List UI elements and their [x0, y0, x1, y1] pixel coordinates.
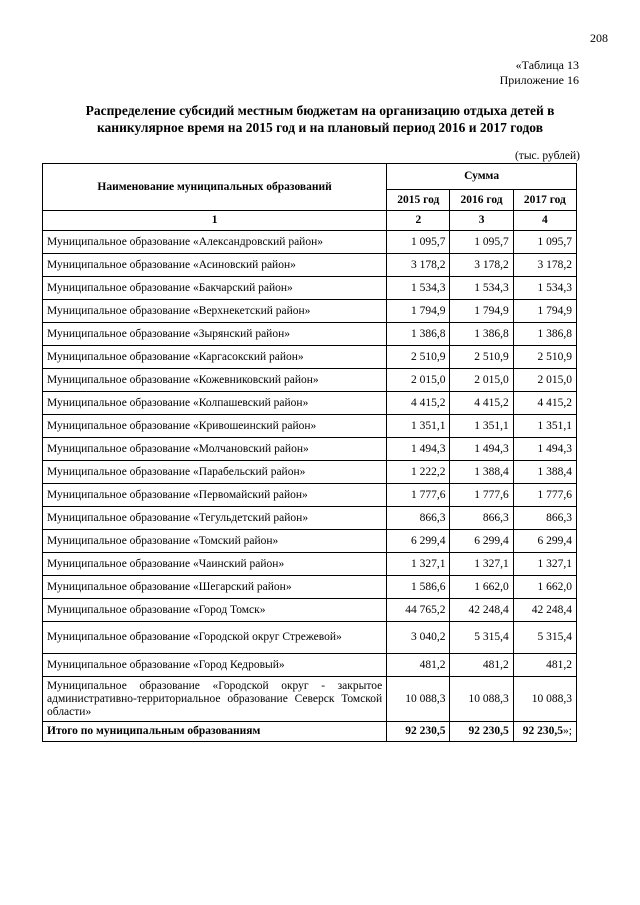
row-value-2015: 1 351,1: [387, 415, 450, 438]
table-row: [43, 346, 577, 369]
row-name: Муниципальное образование «Молчановский район»: [43, 438, 387, 461]
total-value-2015: 92 230,5: [387, 722, 450, 742]
row-value-2016: 2 015,0: [450, 369, 513, 392]
row-value-2017: 4 415,2: [513, 392, 576, 415]
annex-block: [500, 58, 579, 88]
row-value-2017: 1 494,3: [513, 438, 576, 461]
table-row: [43, 254, 577, 277]
table-row: [43, 323, 577, 346]
row-value-2015: 1 095,7: [387, 231, 450, 254]
row-value-2017: 10 088,3: [513, 677, 576, 722]
row-value-2015: 3 040,2: [387, 622, 450, 654]
unit-label: (тыс. рублей): [514, 150, 580, 162]
column-numbers-row: [43, 211, 577, 231]
row-value-2017: 5 315,4: [513, 622, 576, 654]
row-value-2017: 2 510,9: [513, 346, 576, 369]
row-value-2016: 5 315,4: [450, 622, 513, 654]
table-row: [43, 622, 577, 654]
row-value-2016: 866,3: [450, 507, 513, 530]
appendix-number: Приложение 16: [499, 73, 579, 87]
row-value-2015: 3 178,2: [387, 254, 450, 277]
row-value-2016: 1 388,4: [450, 461, 513, 484]
row-value-2015: 1 534,3: [387, 277, 450, 300]
table-row: [43, 415, 577, 438]
row-value-2017: 1 386,8: [513, 323, 576, 346]
table-row: [43, 277, 577, 300]
row-name: Муниципальное образование «Колпашевский район»: [43, 392, 387, 415]
total-value-2017: 92 230,5: [522, 725, 564, 737]
row-value-2016: 4 415,2: [450, 392, 513, 415]
header-year-2017: 2017 год: [513, 190, 576, 211]
page-number: 208: [590, 31, 608, 45]
table-row: [43, 369, 577, 392]
row-value-2017: 42 248,4: [513, 599, 576, 622]
row-value-2015: 1 386,8: [387, 323, 450, 346]
row-value-2016: 1 351,1: [450, 415, 513, 438]
row-name: Муниципальное образование «Первомайский район»: [43, 484, 387, 507]
row-value-2016: 481,2: [450, 654, 513, 677]
row-name: Муниципальное образование «Городской округ - закрытое административно-территориальное образование Северск Томской области»: [43, 677, 387, 722]
table-row: [43, 438, 577, 461]
row-name: Муниципальное образование «Город Кедровый»: [43, 654, 387, 677]
row-value-2017: 1 327,1: [513, 553, 576, 576]
row-name: Муниципальное образование «Зырянский район»: [43, 323, 387, 346]
table-row: [43, 530, 577, 553]
table-row: [43, 461, 577, 484]
row-value-2016: 1 662,0: [450, 576, 513, 599]
row-value-2015: 4 415,2: [387, 392, 450, 415]
closing-quote: »;: [563, 725, 572, 737]
row-value-2015: 866,3: [387, 507, 450, 530]
table-row: [43, 231, 577, 254]
row-name: Муниципальное образование «Кожевниковский район»: [43, 369, 387, 392]
row-value-2016: 1 327,1: [450, 553, 513, 576]
table-row: [43, 553, 577, 576]
row-value-2016: 10 088,3: [450, 677, 513, 722]
total-label: Итого по муниципальным образованиям: [43, 722, 387, 742]
document-title: [42, 102, 598, 136]
header-name: Наименование муниципальных образований: [43, 164, 387, 211]
row-value-2016: 2 510,9: [450, 346, 513, 369]
row-value-2016: 1 777,6: [450, 484, 513, 507]
row-name: Муниципальное образование «Кривошеинский район»: [43, 415, 387, 438]
row-name: Муниципальное образование «Бакчарский район»: [43, 277, 387, 300]
table-row: [43, 599, 577, 622]
row-name: Муниципальное образование «Верхнекетский район»: [43, 300, 387, 323]
total-value-2016: 92 230,5: [450, 722, 513, 742]
row-value-2015: 6 299,4: [387, 530, 450, 553]
row-name: Муниципальное образование «Асиновский район»: [43, 254, 387, 277]
row-name: Муниципальное образование «Город Томск»: [43, 599, 387, 622]
row-value-2017: 1 662,0: [513, 576, 576, 599]
row-value-2017: 1 534,3: [513, 277, 576, 300]
row-value-2017: 1 388,4: [513, 461, 576, 484]
column-number-3: 3: [450, 211, 513, 231]
column-number-4: 4: [513, 211, 576, 231]
row-value-2017: 1 794,9: [513, 300, 576, 323]
row-value-2017: 3 178,2: [513, 254, 576, 277]
row-value-2016: 1 534,3: [450, 277, 513, 300]
row-name: Муниципальное образование «Томский район»: [43, 530, 387, 553]
row-value-2015: 1 327,1: [387, 553, 450, 576]
row-value-2017: 1 777,6: [513, 484, 576, 507]
row-name: Муниципальное образование «Парабельский район»: [43, 461, 387, 484]
row-value-2015: 1 222,2: [387, 461, 450, 484]
row-name: Муниципальное образование «Каргасокский район»: [43, 346, 387, 369]
row-value-2016: 1 494,3: [450, 438, 513, 461]
column-number-1: 1: [43, 211, 387, 231]
header-year-2015: 2015 год: [387, 190, 450, 211]
row-value-2015: 1 586,6: [387, 576, 450, 599]
table-row: [43, 507, 577, 530]
row-name: Муниципальное образование «Чаинский район»: [43, 553, 387, 576]
header-row: [43, 164, 577, 190]
total-value-2017-cell: [513, 722, 576, 742]
row-value-2017: 1 351,1: [513, 415, 576, 438]
row-value-2015: 44 765,2: [387, 599, 450, 622]
row-value-2015: 481,2: [387, 654, 450, 677]
row-value-2016: 1 095,7: [450, 231, 513, 254]
table-row: [43, 484, 577, 507]
row-name: Муниципальное образование «Александровский район»: [43, 231, 387, 254]
row-value-2016: 1 386,8: [450, 323, 513, 346]
total-row: [43, 722, 577, 742]
table-row: [43, 300, 577, 323]
column-number-2: 2: [387, 211, 450, 231]
subsidy-table: [42, 163, 577, 742]
row-name: Муниципальное образование «Городской округ Стрежевой»: [43, 622, 387, 654]
table-row: [43, 654, 577, 677]
header-year-2016: 2016 год: [450, 190, 513, 211]
row-value-2016: 42 248,4: [450, 599, 513, 622]
table-row: [43, 576, 577, 599]
row-name: Муниципальное образование «Тегульдетский район»: [43, 507, 387, 530]
row-value-2015: 2 015,0: [387, 369, 450, 392]
row-value-2017: 6 299,4: [513, 530, 576, 553]
table-row: [43, 392, 577, 415]
row-value-2017: 2 015,0: [513, 369, 576, 392]
row-value-2015: 1 794,9: [387, 300, 450, 323]
row-value-2015: 10 088,3: [387, 677, 450, 722]
header-sum: Сумма: [387, 164, 577, 190]
row-value-2015: 1 777,6: [387, 484, 450, 507]
row-value-2016: 6 299,4: [450, 530, 513, 553]
row-name: Муниципальное образование «Шегарский район»: [43, 576, 387, 599]
row-value-2015: 2 510,9: [387, 346, 450, 369]
row-value-2017: 866,3: [513, 507, 576, 530]
row-value-2016: 3 178,2: [450, 254, 513, 277]
row-value-2016: 1 794,9: [450, 300, 513, 323]
row-value-2017: 1 095,7: [513, 231, 576, 254]
row-value-2017: 481,2: [513, 654, 576, 677]
table-number: «Таблица 13: [515, 58, 579, 72]
title-line-1: Распределение субсидий местным бюджетам на организацию отдыха детей в: [85, 103, 555, 118]
row-value-2015: 1 494,3: [387, 438, 450, 461]
table-row: [43, 677, 577, 722]
title-line-2: каникулярное время на 2015 год и на плановый период 2016 и 2017 годов: [96, 120, 543, 135]
